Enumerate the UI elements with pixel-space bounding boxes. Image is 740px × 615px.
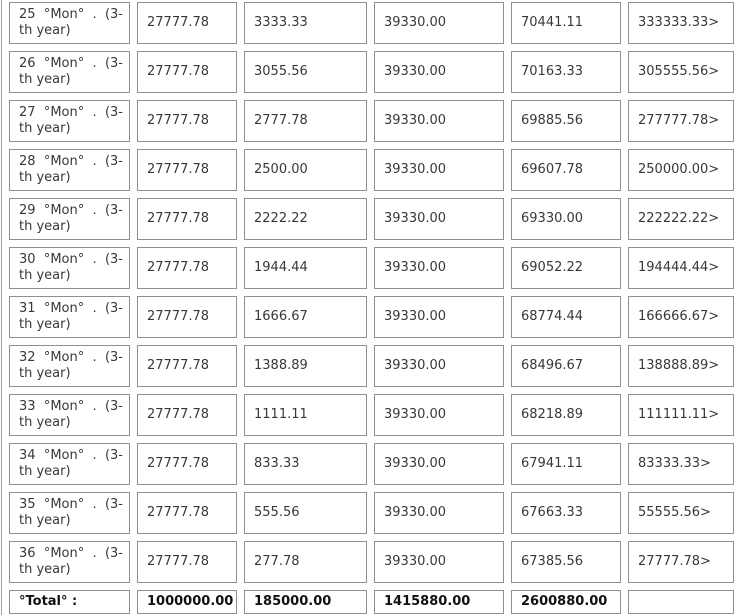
table-row — [9, 443, 734, 485]
col5-value-cell: 55555.56> — [628, 492, 734, 534]
row-label-cell: 31 °Mon° . (3-th year) — [9, 296, 130, 338]
col1-value-cell: 27777.78 — [137, 296, 237, 338]
col1-value-cell: 27777.78 — [137, 51, 237, 93]
table-row — [9, 541, 734, 583]
col1-value-cell: 27777.78 — [137, 2, 237, 44]
col5-value-cell: 222222.22> — [628, 198, 734, 240]
col3-value-cell: 39330.00 — [374, 541, 504, 583]
col1-value-cell: 27777.78 — [137, 492, 237, 534]
col4-value-cell: 67941.11 — [511, 443, 621, 485]
table-row — [9, 100, 734, 142]
table-row — [9, 149, 734, 191]
col5-value-cell: 111111.11> — [628, 394, 734, 436]
row-label-cell: 35 °Mon° . (3-th year) — [9, 492, 130, 534]
col3-value-cell: 39330.00 — [374, 198, 504, 240]
col3-value-cell: 39330.00 — [374, 247, 504, 289]
row-label-cell: 34 °Mon° . (3-th year) — [9, 443, 130, 485]
col2-value-cell: 2222.22 — [244, 198, 367, 240]
row-label-cell: 36 °Mon° . (3-th year) — [9, 541, 130, 583]
col1-value-cell: 27777.78 — [137, 198, 237, 240]
col4-value-cell: 70441.11 — [511, 2, 621, 44]
col1-value-cell: 27777.78 — [137, 345, 237, 387]
col2-value-cell: 2777.78 — [244, 100, 367, 142]
row-label-cell: 26 °Mon° . (3-th year) — [9, 51, 130, 93]
col4-value-cell: 2600880.00 — [511, 590, 621, 614]
table-row — [9, 2, 734, 44]
table-row — [9, 51, 734, 93]
col2-value-cell: 1388.89 — [244, 345, 367, 387]
col1-value-cell: 27777.78 — [137, 443, 237, 485]
col5-value-cell: 250000.00> — [628, 149, 734, 191]
table-row — [9, 198, 734, 240]
col5-value-cell — [628, 590, 734, 614]
col2-value-cell: 1944.44 — [244, 247, 367, 289]
col5-value-cell: 194444.44> — [628, 247, 734, 289]
col4-value-cell: 67663.33 — [511, 492, 621, 534]
total-row — [9, 590, 734, 614]
col3-value-cell: 39330.00 — [374, 443, 504, 485]
col5-value-cell: 83333.33> — [628, 443, 734, 485]
col1-value-cell: 27777.78 — [137, 149, 237, 191]
col1-value-cell: 27777.78 — [137, 100, 237, 142]
col4-value-cell: 70163.33 — [511, 51, 621, 93]
amortization-schedule-table — [1, 0, 740, 615]
col2-value-cell: 1666.67 — [244, 296, 367, 338]
col4-value-cell: 68218.89 — [511, 394, 621, 436]
col3-value-cell: 1415880.00 — [374, 590, 504, 614]
col3-value-cell: 39330.00 — [374, 492, 504, 534]
col3-value-cell: 39330.00 — [374, 296, 504, 338]
table-row — [9, 296, 734, 338]
col2-value-cell: 277.78 — [244, 541, 367, 583]
col5-value-cell: 333333.33> — [628, 2, 734, 44]
row-label-cell: 29 °Mon° . (3-th year) — [9, 198, 130, 240]
col2-value-cell: 555.56 — [244, 492, 367, 534]
table-row — [9, 394, 734, 436]
col3-value-cell: 39330.00 — [374, 149, 504, 191]
col4-value-cell: 69607.78 — [511, 149, 621, 191]
row-label-cell: 32 °Mon° . (3-th year) — [9, 345, 130, 387]
col5-value-cell: 305555.56> — [628, 51, 734, 93]
row-label-cell: 33 °Mon° . (3-th year) — [9, 394, 130, 436]
table-row — [9, 492, 734, 534]
table-body — [9, 2, 734, 614]
table-row — [9, 247, 734, 289]
col2-value-cell: 2500.00 — [244, 149, 367, 191]
col2-value-cell: 185000.00 — [244, 590, 367, 614]
col3-value-cell: 39330.00 — [374, 2, 504, 44]
col4-value-cell: 68774.44 — [511, 296, 621, 338]
col5-value-cell: 138888.89> — [628, 345, 734, 387]
col5-value-cell: 27777.78> — [628, 541, 734, 583]
col3-value-cell: 39330.00 — [374, 51, 504, 93]
col4-value-cell: 68496.67 — [511, 345, 621, 387]
row-label-cell: 25 °Mon° . (3-th year) — [9, 2, 130, 44]
col3-value-cell: 39330.00 — [374, 100, 504, 142]
col2-value-cell: 3055.56 — [244, 51, 367, 93]
col2-value-cell: 1111.11 — [244, 394, 367, 436]
col5-value-cell: 277777.78> — [628, 100, 734, 142]
col2-value-cell: 3333.33 — [244, 2, 367, 44]
col4-value-cell: 67385.56 — [511, 541, 621, 583]
col5-value-cell: 166666.67> — [628, 296, 734, 338]
table-row — [9, 345, 734, 387]
col1-value-cell: 1000000.00 — [137, 590, 237, 614]
row-label-cell: 30 °Mon° . (3-th year) — [9, 247, 130, 289]
col1-value-cell: 27777.78 — [137, 541, 237, 583]
col4-value-cell: 69330.00 — [511, 198, 621, 240]
col1-value-cell: 27777.78 — [137, 247, 237, 289]
row-label-cell: °Total° : — [9, 590, 130, 614]
col3-value-cell: 39330.00 — [374, 345, 504, 387]
col3-value-cell: 39330.00 — [374, 394, 504, 436]
col2-value-cell: 833.33 — [244, 443, 367, 485]
col4-value-cell: 69885.56 — [511, 100, 621, 142]
row-label-cell: 28 °Mon° . (3-th year) — [9, 149, 130, 191]
col1-value-cell: 27777.78 — [137, 394, 237, 436]
col4-value-cell: 69052.22 — [511, 247, 621, 289]
row-label-cell: 27 °Mon° . (3-th year) — [9, 100, 130, 142]
